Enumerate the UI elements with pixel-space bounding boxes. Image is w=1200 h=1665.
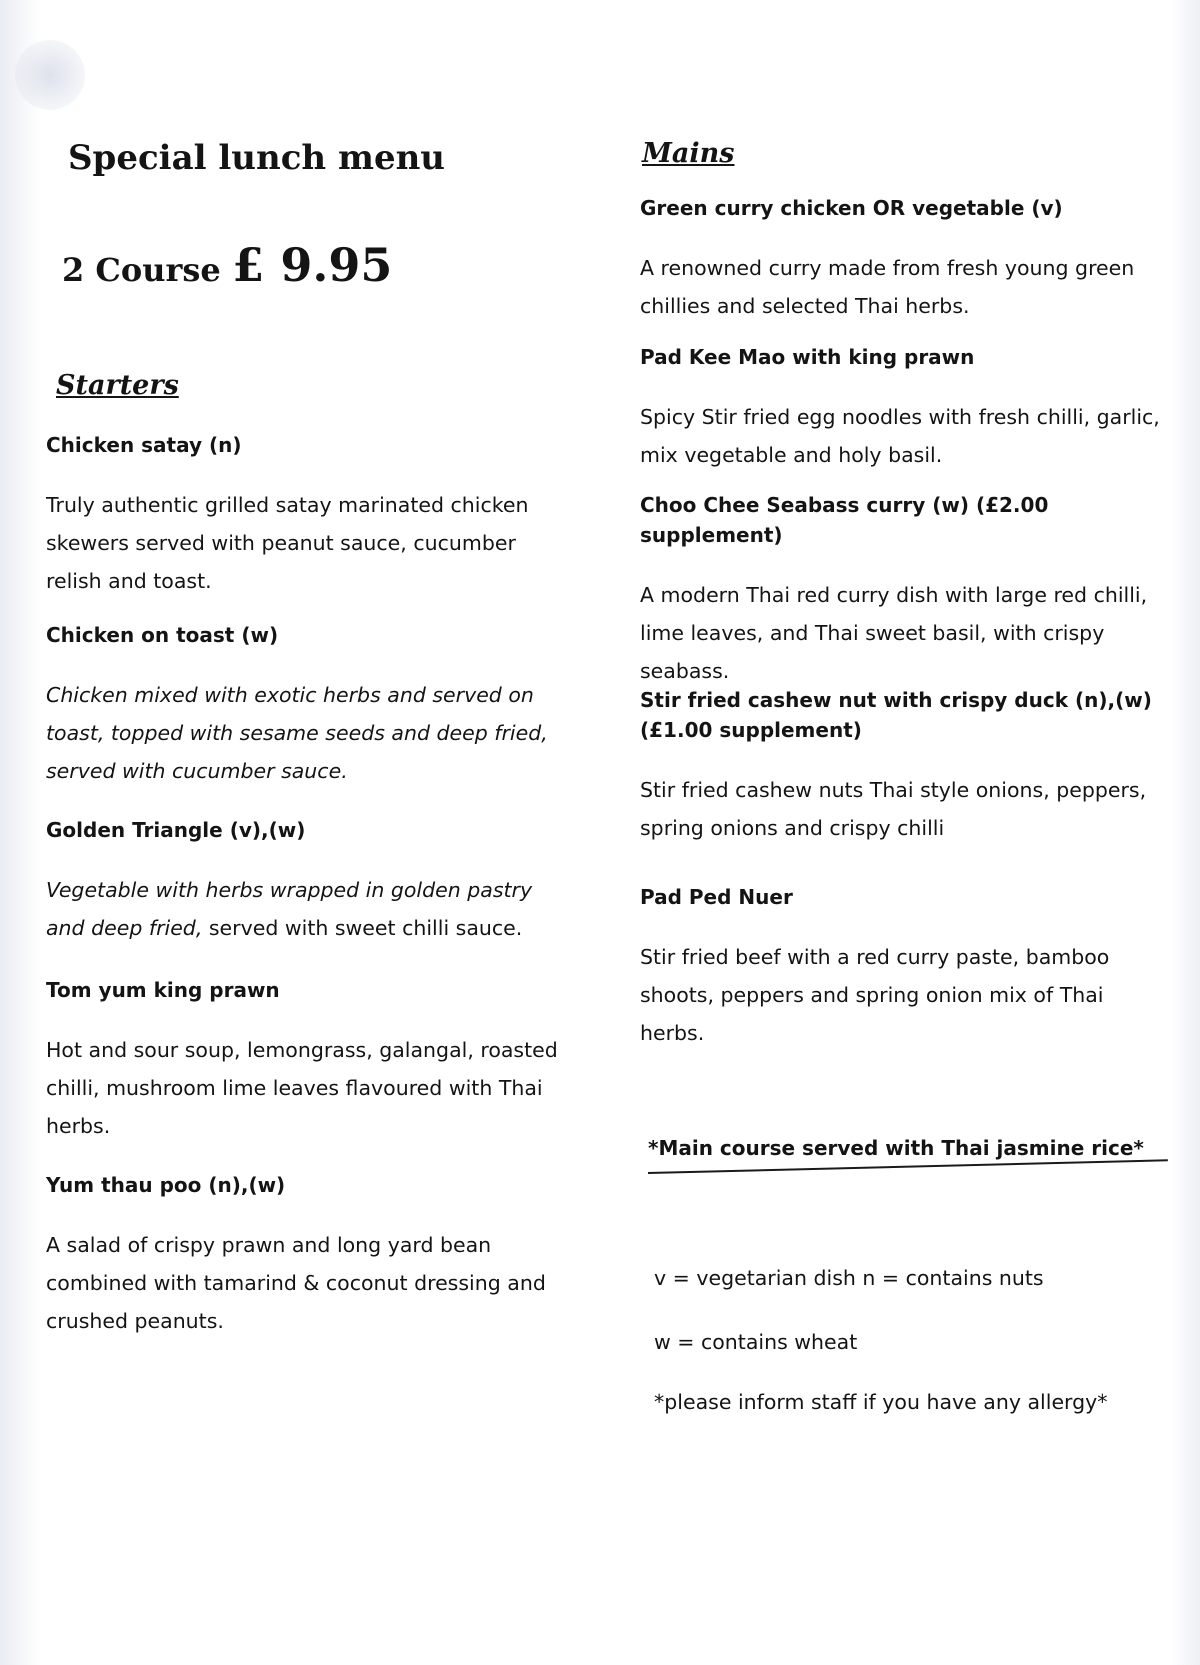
page-edge-shadow bbox=[0, 0, 40, 1665]
item-description-italic: Vegetable with herbs wrapped in golden pastry and deep fried, bbox=[46, 878, 533, 940]
starter-item bbox=[46, 1170, 576, 1340]
menu-title: Special lunch menu bbox=[68, 138, 446, 178]
item-name: Pad Kee Mao with king prawn bbox=[640, 345, 975, 369]
price: £ 9.95 bbox=[232, 238, 393, 292]
starters-heading: Starters bbox=[56, 370, 179, 401]
item-name: Tom yum king prawn bbox=[46, 978, 280, 1002]
item-description: Stir fried beef with a red curry paste, bamboo shoots, peppers and spring onion mix of Thai herbs. bbox=[640, 945, 1110, 1045]
rice-note: *Main course served with Thai jasmine rice* bbox=[648, 1136, 1144, 1160]
main-item bbox=[640, 342, 1170, 474]
item-description: A modern Thai red curry dish with large red chilli, lime leaves, and Thai sweet basil, with crispy seabass. bbox=[640, 583, 1148, 683]
underline-rule bbox=[648, 1159, 1168, 1174]
item-description: Chicken mixed with exotic herbs and served on toast, topped with sesame seeds and deep fried, served with cucumber sauce. bbox=[46, 683, 548, 783]
scan-smudge bbox=[15, 40, 85, 110]
main-item bbox=[640, 490, 1170, 690]
item-name: Pad Ped Nuer bbox=[640, 885, 793, 909]
item-name: Choo Chee Seabass curry (w) (£2.00 supplement) bbox=[640, 493, 1049, 547]
item-description: Stir fried cashew nuts Thai style onions, peppers, spring onions and crispy chilli bbox=[640, 778, 1147, 840]
item-name: Chicken satay (n) bbox=[46, 433, 242, 457]
allergy-note: *please inform staff if you have any allergy* bbox=[654, 1390, 1108, 1414]
starter-item bbox=[46, 975, 576, 1145]
item-name: Stir fried cashew nut with crispy duck (n),(w) (£1.00 supplement) bbox=[640, 688, 1152, 742]
course-label: 2 Course bbox=[62, 251, 221, 289]
item-description bbox=[46, 871, 576, 947]
mains-heading: Mains bbox=[642, 138, 735, 169]
item-description: Truly authentic grilled satay marinated chicken skewers served with peanut sauce, cucumber relish and toast. bbox=[46, 493, 529, 593]
item-description-plain: served with sweet chilli sauce. bbox=[202, 916, 523, 940]
main-item bbox=[640, 193, 1170, 325]
item-name: Golden Triangle (v),(w) bbox=[46, 818, 306, 842]
item-name: Green curry chicken OR vegetable (v) bbox=[640, 196, 1063, 220]
main-item bbox=[640, 685, 1170, 847]
item-name: Yum thau poo (n),(w) bbox=[46, 1173, 286, 1197]
starter-item bbox=[46, 815, 576, 947]
item-name: Chicken on toast (w) bbox=[46, 623, 279, 647]
item-description: A renowned curry made from fresh young green chillies and selected Thai herbs. bbox=[640, 256, 1135, 318]
starter-item bbox=[46, 620, 576, 790]
price-line bbox=[62, 238, 392, 292]
main-item bbox=[640, 882, 1170, 1052]
dietary-legend: v = vegetarian dish n = contains nuts bbox=[654, 1266, 1044, 1290]
item-description: Hot and sour soup, lemongrass, galangal, roasted chilli, mushroom lime leaves flavoured with Thai herbs. bbox=[46, 1038, 558, 1138]
dietary-legend: w = contains wheat bbox=[654, 1330, 858, 1354]
starter-item bbox=[46, 430, 576, 600]
item-description: A salad of crispy prawn and long yard bean combined with tamarind & coconut dressing and crushed peanuts. bbox=[46, 1233, 546, 1333]
item-description: Spicy Stir fried egg noodles with fresh chilli, garlic, mix vegetable and holy basil. bbox=[640, 405, 1160, 467]
page-edge-shadow bbox=[1170, 0, 1200, 1665]
